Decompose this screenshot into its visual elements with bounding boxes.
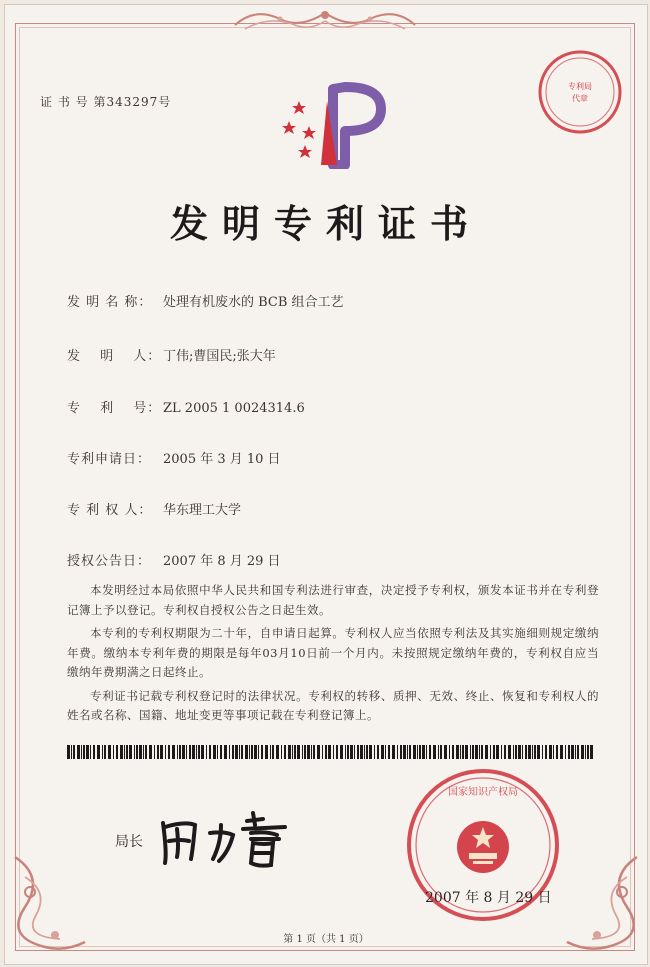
svg-text:专利局: 专利局 (568, 82, 592, 91)
certificate-page (4, 4, 648, 965)
barcode (67, 745, 595, 759)
svg-text:国家知识产权局: 国家知识产权局 (448, 787, 518, 798)
paragraph-grant: 本发明经过本局依照中华人民共和国专利法进行审查，决定授予专利权，颁发本证书并在专利登记簿上予以登记。专利权自授权公告之日起生效。 (67, 583, 599, 617)
field-grant-date: 授权公告日： 2007 年 8 月 29 日 (67, 554, 281, 569)
page-number: 第 1 页（共 1 页） (283, 934, 369, 945)
top-ornament-icon (225, 5, 425, 35)
director-label: 局长 (115, 834, 143, 850)
director-signature (155, 803, 305, 873)
certificate-body (67, 581, 599, 730)
paragraph-legal-status: 专利证书记载专利权登记时的法律状况。专利权的转移、质押、无效、终止、恢复和专利权人的姓名或名称、国籍、地址变更等事项记载在专利登记簿上。 (67, 688, 599, 722)
field-patentee: 专 利 权 人： 华东理工大学 (67, 503, 242, 518)
stamp-top-right (535, 47, 625, 137)
field-application-date: 专利申请日： 2005 年 3 月 10 日 (67, 452, 281, 467)
svg-text:代章: 代章 (572, 94, 588, 103)
certificate-title: 发明专利证书 (169, 201, 482, 246)
field-invention-name: 发 明 名 称： 处理有机废水的 BCB 组合工艺 (67, 295, 344, 310)
field-inventors: 发 明 人： 丁伟;曹国民;张大年 (67, 349, 276, 364)
field-patent-number: 专 利 号： ZL 2005 1 0024314.6 (67, 401, 305, 416)
issue-date: 2007 年 8 月 29 日 (425, 890, 552, 906)
paragraph-term: 本专利的专利权期限为二十年，自申请日起算。专利权人应当依照专利法及其实施细则规定缴纳年费。缴纳本专利年费的期限是每年03月10日前一个月内。未按照规定缴纳年费的，专利权自应当缴纳年费期满之日起终止。 (67, 626, 599, 679)
sipo-logo-icon (279, 81, 389, 169)
certificate-number: 证 书 号 第343297号 (40, 95, 172, 109)
national-emblem-icon (457, 821, 509, 873)
